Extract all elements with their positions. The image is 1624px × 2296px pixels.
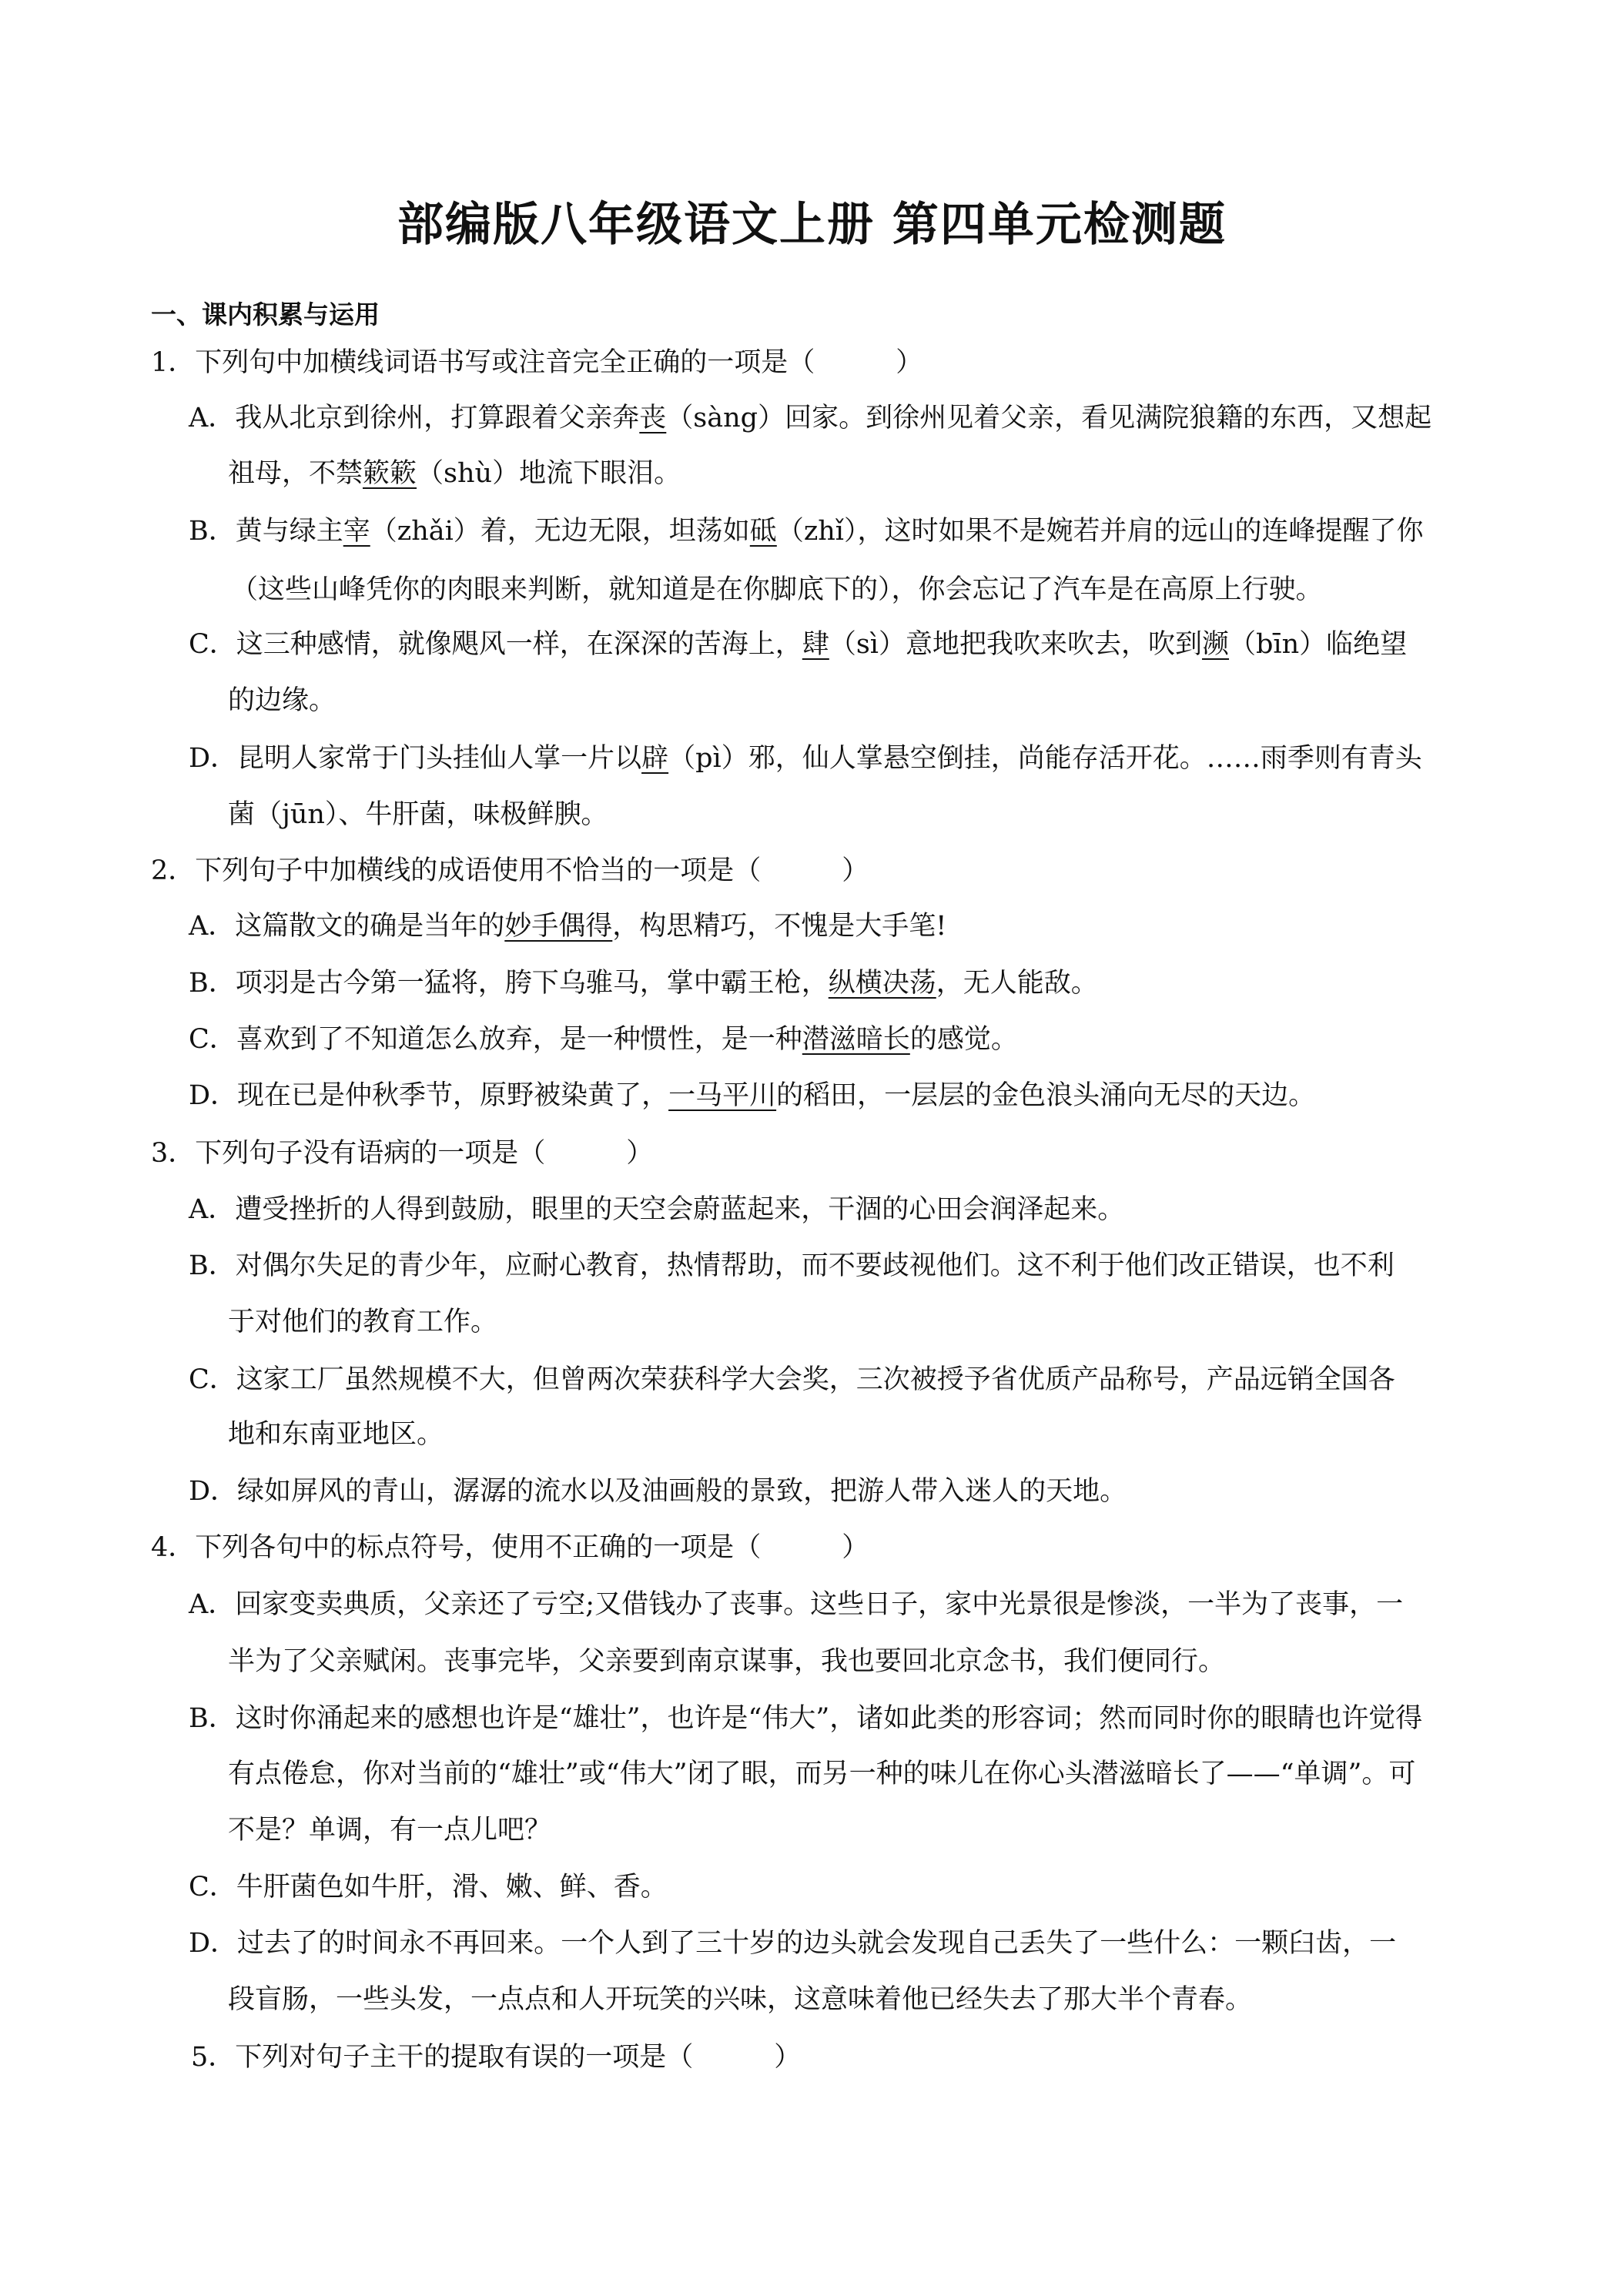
underlined-word: 宰 — [343, 516, 370, 547]
section-heading: 一、课内积累与运用 — [151, 300, 380, 330]
question-3-option-c: C．这家工厂虽然规模不大，但曾两次荣获科学大会奖，三次被授予省优质产品称号，产品远销全国各 — [189, 1364, 1395, 1395]
underlined-idiom: 一马平川 — [668, 1080, 777, 1111]
underlined-word: 簌簌 — [363, 458, 417, 489]
underlined-word: 濒 — [1201, 629, 1229, 660]
question-2-option-b: B．项羽是古今第一猛将，胯下乌骓马，掌中霸王枪，纵横决荡，无人能敌。 — [189, 968, 1098, 999]
question-4-option-d: D．过去了的时间永不再回来。一个人到了三十岁的边头就会发现自己丢失了一些什么：一颗臼齿，一 — [189, 1928, 1397, 1959]
underlined-word: 肆 — [802, 629, 829, 660]
question-1-option-d-cont: 菌（jūn）、牛肝菌，味极鲜腴。 — [228, 799, 608, 830]
question-4-option-a-cont: 半为了父亲赋闲。丧事完毕，父亲要到南京谋事，我也要回北京念书，我们便同行。 — [228, 1646, 1226, 1677]
question-4-option-b-cont2: 不是？单调，有一点儿吧？ — [228, 1815, 552, 1846]
question-5-stem: 5．下列对句子主干的提取有误的一项是（ ） — [191, 2042, 802, 2073]
question-2-option-d: D．现在已是仲秋季节，原野被染黄了，一马平川的稻田，一层层的金色浪头涌向无尽的天边。 — [189, 1080, 1316, 1111]
question-3-option-b: B．对偶尔失足的青少年，应耐心教育，热情帮助，而不要歧视他们。这不利于他们改正错误，也不利 — [189, 1250, 1395, 1281]
question-4-option-a: A．回家变卖典质，父亲还了亏空;又借钱办了丧事。这些日子，家中光景很是惨淡，一半为了丧事，一 — [189, 1589, 1404, 1620]
underlined-idiom: 潜滋暗长 — [802, 1024, 910, 1055]
question-1-option-c: C．这三种感情，就像飓风一样，在深深的苦海上，肆（sì）意地把我吹来吹去，吹到濒（bīn）临绝望 — [189, 629, 1408, 660]
question-4-option-b: B．这时你涌起来的感想也许是“雄壮”，也许是“伟大”，诸如此类的形容词；然而同时你的眼睛也许觉得 — [189, 1703, 1423, 1734]
question-3-option-c-cont: 地和东南亚地区。 — [228, 1419, 444, 1450]
underlined-word: 辟 — [641, 743, 669, 774]
question-4-option-b-cont: 有点倦怠，你对当前的“雄壮”或“伟大”闭了眼，而另一种的味儿在你心头潜滋暗长了——“单调”。可 — [228, 1759, 1416, 1789]
question-1-option-d: D．昆明人家常于门头挂仙人掌一片以辟（pì）邪，仙人掌悬空倒挂，尚能存活开花。……雨季则有青头 — [189, 743, 1422, 774]
question-1-option-c-cont: 的边缘。 — [228, 685, 337, 716]
question-4-option-c: C．牛肝菌色如牛肝，滑、嫩、鲜、香。 — [189, 1872, 668, 1903]
underlined-word: 丧 — [639, 403, 667, 433]
underlined-idiom: 纵横决荡 — [828, 968, 936, 999]
page-title: 部编版八年级语文上册 第四单元检测题 — [397, 198, 1227, 252]
question-2-option-c: C．喜欢到了不知道怎么放弃，是一种惯性，是一种潜滋暗长的感觉。 — [189, 1024, 1018, 1055]
question-4-option-d-cont: 段盲肠，一些头发，一点点和人开玩笑的兴味，这意味着他已经失去了那大半个青春。 — [228, 1984, 1253, 2015]
question-3-stem: 3．下列句子没有语病的一项是（ ） — [151, 1138, 654, 1169]
question-1-option-a: A．我从北京到徐州，打算跟着父亲奔丧（sàng）回家。到徐州见着父亲，看见满院狼籍的东西，又想起 — [189, 403, 1432, 433]
question-1-stem: 1．下列句中加横线词语书写或注音完全正确的一项是（ ） — [151, 347, 923, 378]
question-1-option-b-cont: （这些山峰凭你的肉眼来判断，就知道是在你脚底下的），你会忘记了汽车是在高原上行驶。 — [231, 574, 1323, 605]
question-1-option-b: B．黄与绿主宰（zhǎi）着，无边无限，坦荡如砥（zhǐ），这时如果不是婉若并肩的远山的连峰提醒了你 — [189, 516, 1424, 547]
underlined-idiom: 妙手偶得 — [504, 911, 613, 942]
question-3-option-b-cont: 于对他们的教育工作。 — [228, 1307, 498, 1337]
question-2-option-a: A．这篇散文的确是当年的妙手偶得，构思精巧，不愧是大手笔! — [189, 911, 947, 942]
question-1-option-a-cont: 祖母，不禁簌簌（shù）地流下眼泪。 — [228, 458, 681, 489]
question-3-option-d: D．绿如屏风的青山，潺潺的流水以及油画般的景致，把游人带入迷人的天地。 — [189, 1476, 1127, 1507]
question-3-option-a: A．遭受挫折的人得到鼓励，眼里的天空会蔚蓝起来，干涸的心田会润泽起来。 — [189, 1194, 1125, 1225]
underlined-word: 砥 — [749, 516, 777, 547]
question-4-stem: 4．下列各句中的标点符号，使用不正确的一项是（ ） — [151, 1532, 869, 1563]
question-2-stem: 2．下列句子中加横线的成语使用不恰当的一项是（ ） — [151, 855, 869, 886]
